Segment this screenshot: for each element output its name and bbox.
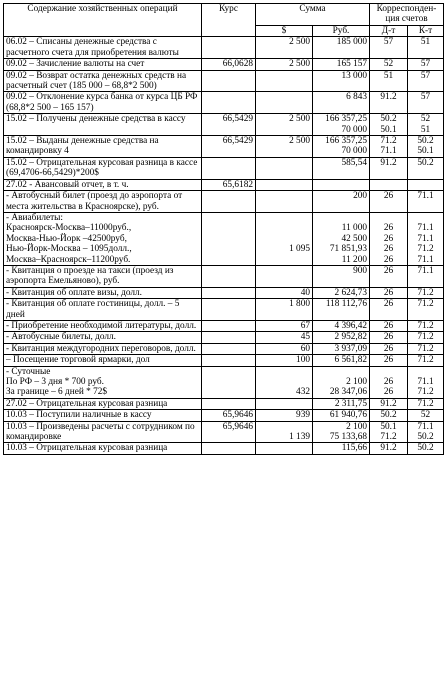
cell-debit: 91.2 [370, 443, 408, 454]
cell-usd [256, 157, 313, 179]
cell-operation: 27.02 – Отрицательная курсовая разница [4, 398, 202, 409]
cell-rub: 200 [313, 191, 370, 213]
cell-rub [313, 179, 370, 190]
cell-operation: 06.02 – Списаны денежные средства с расчетного счета для приобретения валюты [4, 37, 202, 59]
cell-credit: 71.2 [408, 398, 444, 409]
cell-rub: 900 [313, 265, 370, 287]
cell-rub: 2 624,73 [313, 287, 370, 298]
cell-usd: 2 500 [256, 59, 313, 70]
table-row [4, 212, 444, 265]
cell-debit: 57 [370, 37, 408, 59]
cell-debit: 26 [370, 287, 408, 298]
cell-rub: 2 100 75 133,68 [313, 421, 370, 443]
cell-operation: 15.02 – Выданы денежные средства на командировку 4 [4, 136, 202, 158]
cell-usd: 100 [256, 355, 313, 366]
cell-rub: 2 952,82 [313, 332, 370, 343]
table-row [4, 179, 444, 190]
cell-usd [256, 179, 313, 190]
cell-operation: 15.02 – Отрицательная курсовая разница в кассе (69,4706-66,5429)*200$ [4, 157, 202, 179]
cell-usd [256, 265, 313, 287]
cell-operation: 10.03 – Отрицательная курсовая разница [4, 443, 202, 454]
cell-credit: 52 51 [408, 114, 444, 136]
cell-rate [202, 398, 256, 409]
cell-operation: - Автобусный билет (проезд до аэропорта от места жительства в Красноярске), руб. [4, 191, 202, 213]
cell-operation: - Суточные По РФ – 3 дня * 700 руб. За границе – 6 дней * 72$ [4, 366, 202, 398]
table-row [4, 37, 444, 59]
cell-usd [256, 443, 313, 454]
cell-credit: 71.1 [408, 265, 444, 287]
cell-rate [202, 443, 256, 454]
cell-usd [256, 92, 313, 114]
cell-debit: 91.2 [370, 157, 408, 179]
cell-rub: 3 937,09 [313, 343, 370, 354]
cell-rate: 65,9646 [202, 421, 256, 443]
cell-usd [256, 70, 313, 92]
table-row [4, 92, 444, 114]
cell-credit: 71.1 50.2 [408, 421, 444, 443]
cell-rub: 4 396,42 [313, 320, 370, 331]
cell-rate: 66,5429 [202, 114, 256, 136]
cell-debit: 26 [370, 299, 408, 321]
cell-debit: 91.2 [370, 398, 408, 409]
cell-rate [202, 92, 256, 114]
header-operation: Содержание хозяйственных операций [4, 4, 202, 37]
cell-debit: 50.1 71.2 [370, 421, 408, 443]
cell-debit: 26 [370, 191, 408, 213]
cell-rub: 6 561,82 [313, 355, 370, 366]
cell-rate: 65,9646 [202, 410, 256, 421]
cell-debit: 26 [370, 265, 408, 287]
table-row [4, 355, 444, 366]
cell-debit: 52 [370, 59, 408, 70]
table-row [4, 299, 444, 321]
cell-usd: 939 [256, 410, 313, 421]
cell-usd: 1 800 [256, 299, 313, 321]
cell-debit: 26 26 [370, 366, 408, 398]
cell-rub: 165 157 [313, 59, 370, 70]
cell-debit: 91.2 [370, 92, 408, 114]
cell-usd: 67 [256, 320, 313, 331]
cell-operation: - Квитанция об оплате визы, долл. [4, 287, 202, 298]
cell-rate [202, 343, 256, 354]
table-body [4, 37, 444, 454]
table-row [4, 421, 444, 443]
cell-rate [202, 265, 256, 287]
cell-usd: 45 [256, 332, 313, 343]
cell-rub: 2 100 28 347,06 [313, 366, 370, 398]
cell-credit: 50.2 [408, 157, 444, 179]
cell-rate [202, 157, 256, 179]
cell-debit: 26 [370, 320, 408, 331]
cell-usd: 2 500 [256, 136, 313, 158]
cell-operation: - Авиабилеты: Красноярск-Москва–11000руб., Москва-Нью-Йорк –42500руб, Нью-Йорк-Москва – 1095долл., Москва–Красноярск–11200руб. [4, 212, 202, 265]
cell-rate: 66,0628 [202, 59, 256, 70]
cell-operation: 10.03 – Произведены расчеты с сотрудником по командировке [4, 421, 202, 443]
cell-rate [202, 332, 256, 343]
table-row [4, 343, 444, 354]
cell-debit: 26 [370, 343, 408, 354]
cell-operation: 09.02 – Зачисление валюты на счет [4, 59, 202, 70]
cell-credit [408, 179, 444, 190]
cell-usd: 1 139 [256, 421, 313, 443]
cell-credit: 57 [408, 70, 444, 92]
cell-credit: 71.2 [408, 355, 444, 366]
cell-usd: 1 095 [256, 212, 313, 265]
cell-usd: 40 [256, 287, 313, 298]
table-row [4, 443, 444, 454]
table-row [4, 332, 444, 343]
cell-credit: 57 [408, 59, 444, 70]
cell-usd: 2 500 [256, 114, 313, 136]
cell-credit: 71.2 [408, 287, 444, 298]
cell-rate [202, 191, 256, 213]
header-correspondence: Корреспонден-ция счетов [370, 4, 444, 26]
cell-rate: 66,5429 [202, 136, 256, 158]
table-row [4, 136, 444, 158]
cell-usd [256, 398, 313, 409]
cell-rub: 6 843 [313, 92, 370, 114]
cell-usd: 432 [256, 366, 313, 398]
cell-rub: 185 000 [313, 37, 370, 59]
cell-operation: 10.03 – Поступили наличные в кассу [4, 410, 202, 421]
cell-rub: 13 000 [313, 70, 370, 92]
cell-credit: 52 [408, 410, 444, 421]
cell-rub: 166 357,25 70 000 [313, 114, 370, 136]
cell-usd [256, 191, 313, 213]
table-row [4, 191, 444, 213]
cell-credit: 71.1 71.1 71.2 71.1 [408, 212, 444, 265]
cell-usd: 60 [256, 343, 313, 354]
table-row [4, 287, 444, 298]
cell-credit: 71.2 [408, 299, 444, 321]
cell-rub: 11 000 42 500 71 851,93 11 200 [313, 212, 370, 265]
cell-rub: 118 112,76 [313, 299, 370, 321]
cell-rub: 115,66 [313, 443, 370, 454]
header-rate: Курс [202, 4, 256, 37]
cell-rub: 2 311,75 [313, 398, 370, 409]
cell-credit: 50.2 50.1 [408, 136, 444, 158]
cell-operation: 15.02 – Получены денежные средства в кассу [4, 114, 202, 136]
cell-rub: 166 357,25 70 000 [313, 136, 370, 158]
cell-debit [370, 179, 408, 190]
cell-credit: 71.1 71.2 [408, 366, 444, 398]
cell-rub: 61 940,76 [313, 410, 370, 421]
cell-rate [202, 320, 256, 331]
cell-debit: 26 26 26 26 [370, 212, 408, 265]
cell-credit: 71.2 [408, 343, 444, 354]
cell-debit: 26 [370, 355, 408, 366]
cell-debit: 51 [370, 70, 408, 92]
cell-debit: 71.2 71.1 [370, 136, 408, 158]
cell-operation: - Автобусные билеты, долл. [4, 332, 202, 343]
cell-rate [202, 212, 256, 265]
cell-credit: 71.2 [408, 320, 444, 331]
cell-operation: - Квитанция о проезде на такси (проезд из аэропорта Емельяново), руб. [4, 265, 202, 287]
table-row [4, 157, 444, 179]
cell-operation: 27.02 - Авансовый отчет, в т. ч. [4, 179, 202, 190]
header-usd: $ [256, 26, 313, 37]
table-row [4, 70, 444, 92]
cell-credit: 57 [408, 92, 444, 114]
cell-rate [202, 37, 256, 59]
cell-debit: 50.2 [370, 410, 408, 421]
cell-credit: 71.1 [408, 191, 444, 213]
cell-rub: 585,54 [313, 157, 370, 179]
table-row [4, 366, 444, 398]
cell-debit: 50.2 50.1 [370, 114, 408, 136]
cell-operation: 09.02 – Отклонение курса банка от курса ЦБ РФ (68,8*2 500 – 165 157) [4, 92, 202, 114]
cell-operation: - Квитанция междугородних переговоров, долл. [4, 343, 202, 354]
cell-rate [202, 70, 256, 92]
cell-credit: 71.2 [408, 332, 444, 343]
cell-usd: 2 500 [256, 37, 313, 59]
table-row [4, 59, 444, 70]
accounting-table [3, 3, 444, 455]
table-row [4, 398, 444, 409]
cell-rate [202, 287, 256, 298]
cell-rate [202, 366, 256, 398]
cell-rate [202, 299, 256, 321]
cell-credit: 50.2 [408, 443, 444, 454]
table-row [4, 320, 444, 331]
table-row [4, 265, 444, 287]
header-rub: Руб. [313, 26, 370, 37]
cell-rate: 65,6182 [202, 179, 256, 190]
table-row [4, 114, 444, 136]
header-amount: Сумма [256, 4, 370, 26]
header-credit: К-т [408, 26, 444, 37]
cell-operation: - Приобретение необходимой литературы, долл. [4, 320, 202, 331]
cell-operation: - Квитанция об оплате гостиницы, долл. – 5 дней [4, 299, 202, 321]
cell-debit: 26 [370, 332, 408, 343]
cell-operation: – Посещение торговой ярмарки, дол [4, 355, 202, 366]
header-debit: Д-т [370, 26, 408, 37]
cell-operation: 09.02 – Возврат остатка денежных средств на расчетный счет (185 000 – 68,8*2 500) [4, 70, 202, 92]
cell-credit: 51 [408, 37, 444, 59]
cell-rate [202, 355, 256, 366]
table-row [4, 410, 444, 421]
